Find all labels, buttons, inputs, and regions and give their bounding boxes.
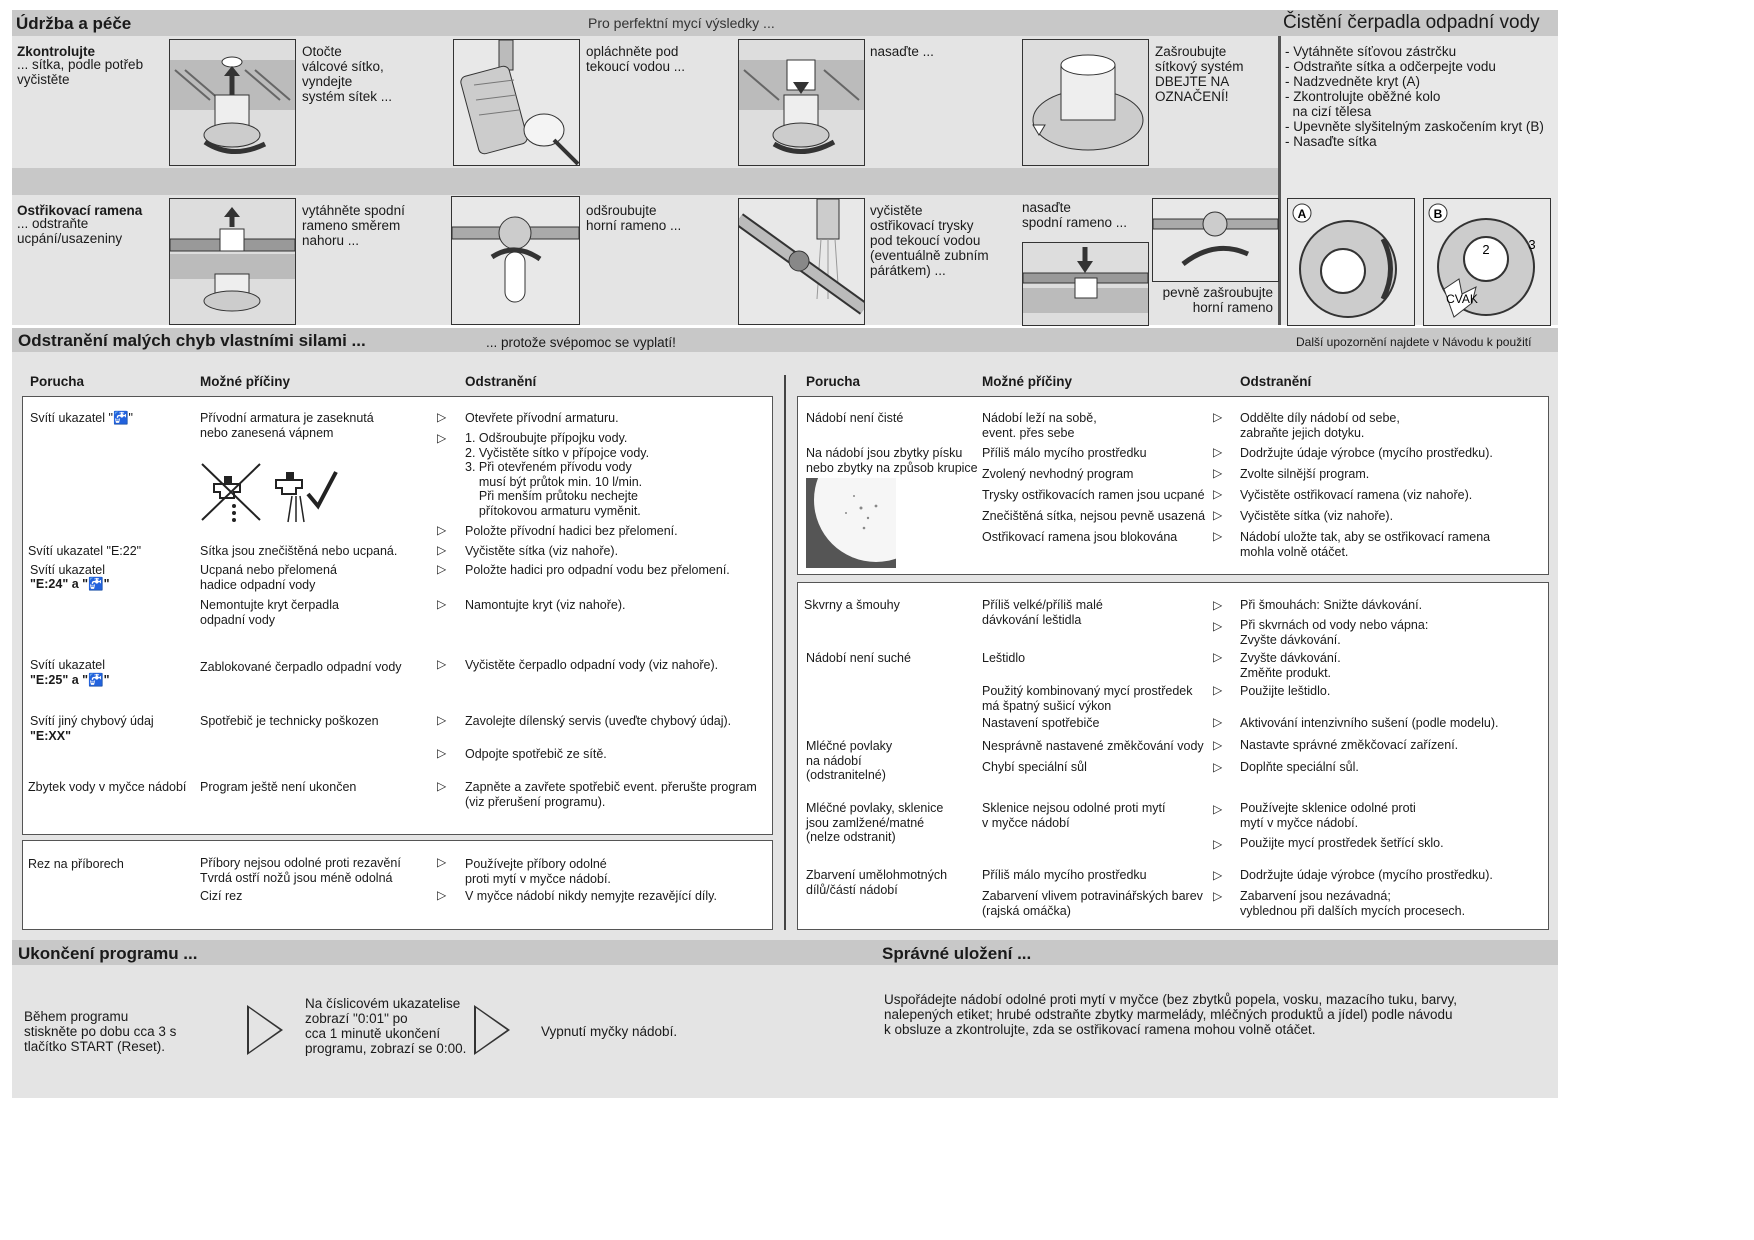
fix-change-product: Zvyšte dávkování. Změňte produkt. xyxy=(1240,651,1341,680)
arrow-icon: ▷ xyxy=(437,746,447,760)
end-title: Ukončení programu ... xyxy=(18,944,198,963)
fix-clean-pump: Vyčistěte čerpadlo odpadní vody (viz nahoře). xyxy=(465,658,719,672)
arrow-icon: ▷ xyxy=(1213,487,1223,501)
cause-plastic-detergent: Příliš málo mycího prostředku xyxy=(982,868,1147,882)
fix-open-tap: Otevřete přívodní armaturu. xyxy=(465,411,619,425)
arrow-icon: ▷ xyxy=(1213,410,1223,424)
fault-other-code: "E:XX" xyxy=(30,729,72,743)
cause-rinse-dose: Příliš velké/příliš malé dávkování leštidla xyxy=(982,598,1103,627)
fault-e25-code: "E:25" a "🚰" xyxy=(30,673,110,687)
arrow-icon: ▷ xyxy=(1213,802,1223,816)
cause-pump-cover: Nemontujte kryt čerpadla odpadní vody xyxy=(200,598,339,627)
fault-streaks: Skvrny a šmouhy xyxy=(804,598,900,612)
fix-pump-cover: Namontujte kryt (viz nahoře). xyxy=(465,598,626,612)
arrow-icon: ▷ xyxy=(1213,738,1223,752)
fix-clean-arms: Vyčistěte ostřikovací ramena (viz nahoře). xyxy=(1240,488,1473,502)
cause-low-detergent: Příliš málo mycího prostředku xyxy=(982,446,1147,460)
col-cause-left: Možné příčiny xyxy=(200,374,291,389)
arrow-icon: ▷ xyxy=(1213,889,1223,903)
fix-arrange-dishes: Nádobí uložte tak, aby se ostřikovací ramena mohla volně otáčet. xyxy=(1240,530,1491,559)
arrow-icon: ▷ xyxy=(437,543,447,557)
pump-cover-a-image xyxy=(1287,198,1415,326)
fault-e24-label: Svítí ukazatel xyxy=(30,563,106,577)
col-fix-left: Odstranění xyxy=(465,374,537,389)
arms-step2: odšroubujte horní rameno ... xyxy=(586,203,682,233)
arms-step5: pevně zašroubujte horní rameno xyxy=(1162,285,1273,315)
cause-foreign-rust: Cizí rez xyxy=(200,889,243,903)
cause-rust: Příbory nejsou odolné proti rezavění Tvrdá ostří nožů jsou méně odolná xyxy=(200,856,401,885)
next-arrow-icon xyxy=(247,1005,283,1055)
filters-step3: nasaďte ... xyxy=(870,44,934,59)
pump-label-cvak: CVAK xyxy=(1446,292,1478,306)
dish-residue-image xyxy=(806,478,896,568)
arms-step3: vyčistěte ostřikovací trysky pod tekoucí vodou (eventuálně zubním párátkem) ... xyxy=(870,203,989,278)
arrow-icon: ▷ xyxy=(1213,619,1223,633)
bottom-band xyxy=(12,940,1558,965)
arrow-icon: ▷ xyxy=(1213,598,1223,612)
cause-tap-stuck: Přívodní armatura je zaseknutá nebo zanesená vápnem xyxy=(200,411,374,440)
arms-heading: Ostřikovací ramena xyxy=(17,203,143,218)
left-rust-box xyxy=(22,840,773,930)
pump-item: - Odstraňte sítka a odčerpejte vodu xyxy=(1285,59,1496,74)
pump-list xyxy=(1285,44,1544,149)
end-step1: Během programu stiskněte po dobu cca 3 s tlačítko START (Reset). xyxy=(24,1009,177,1054)
pump-label-b: B xyxy=(1433,207,1443,221)
fix-intensive-dry: Aktivování intenzivního sušení (podle modelu). xyxy=(1240,716,1499,730)
fix-clean-filters-right: Vyčistěte sítka (viz nahoře). xyxy=(1240,509,1394,523)
cause-softener: Nesprávně nastavené změkčování vody xyxy=(982,739,1204,753)
cause-rinse-aid: Leštidlo xyxy=(982,651,1026,665)
pump-title: Čistění čerpadla odpadní vody xyxy=(1283,12,1540,33)
fix-clean-filters: Vyčistěte sítka (viz nahoře). xyxy=(465,544,619,558)
cause-settings: Nastavení spotřebiče xyxy=(982,716,1100,730)
filter-insert-image xyxy=(738,39,865,166)
filter-screw-image xyxy=(1022,39,1149,166)
fix-no-rusting: V myčce nádobí nikdy nemyjte rezavějící díly. xyxy=(465,889,717,903)
tap-open-check-icon xyxy=(272,466,340,526)
pump-item: - Upevněte slyšitelným zaskočením kryt (B) xyxy=(1285,119,1544,134)
arrow-icon: ▷ xyxy=(437,657,447,671)
fix-follow-detergent: Dodržujte údaje výrobce (mycího prostředku). xyxy=(1240,446,1493,460)
col-fault-right: Porucha xyxy=(806,374,861,389)
arm-remove-image xyxy=(169,198,296,325)
pump-item: na cizí tělesa xyxy=(1285,104,1372,119)
fault-e24-code: "E:24" a "🚰" xyxy=(30,577,110,591)
faults-note: Další upozornění najdete v Návodu k použití xyxy=(1296,335,1532,349)
fix-rust-cutlery: Používejte příbory odolné proti mytí v myčce nádobí. xyxy=(465,857,611,886)
storage-text: Uspořádejte nádobí odolné proti mytí v myčce (bez zbytků popela, vosku, mazacího tuku, barvy, nalepených etiket; hrubé odstraňte zbytky marmelády, mléčných produktů a jídel) podle návodu k obsluze a zkontrolujte, zda se ostřikovací ramena mohou volně otáčet. xyxy=(884,992,1458,1037)
next-arrow-icon xyxy=(474,1005,510,1055)
page-title: Údržba a péče xyxy=(16,14,132,33)
fault-tap-indicator: Svítí ukazatel "🚰" xyxy=(30,411,133,425)
col-fix-right: Odstranění xyxy=(1240,374,1312,389)
cause-drain-hose: Ucpaná nebo přelomená hadice odpadní vody xyxy=(200,563,337,592)
fix-call-service: Zavolejte dílenský servis (uveďte chybový údaj). xyxy=(465,714,732,728)
fix-increase-dose: Při skvrnách od vody nebo vápna: Zvyšte dávkování. xyxy=(1240,618,1429,647)
fix-tap-steps: 1. Odšroubujte přípojku vody. 2. Vyčistěte sítko v přípojce vody. 3. Při otevřeném přívodu vody musí být průtok min. 10 l/min. Při menším průtoku nechejte přítokovou armaturu vyměnit. xyxy=(465,431,650,518)
fix-restart-program: Zapněte a zavřete spotřebič event. přerušte program (viz přerušení programu). xyxy=(465,780,757,809)
arrow-icon: ▷ xyxy=(1213,508,1223,522)
filters-step4: Zašroubujte sítkový systém DBEJTE NA OZNAČENÍ! xyxy=(1155,44,1244,104)
arrow-icon: ▷ xyxy=(1213,837,1223,851)
storage-title: Správné uložení ... xyxy=(882,944,1032,963)
pump-label-3: 3 xyxy=(1528,237,1536,252)
fix-reduce-dose: Při šmouhách: Snižte dávkování. xyxy=(1240,598,1423,612)
arrow-icon: ▷ xyxy=(1213,715,1223,729)
fix-softener: Nastavte správné změkčovací zařízení. xyxy=(1240,738,1459,752)
arm-clean-image xyxy=(738,198,865,325)
arrow-icon: ▷ xyxy=(1213,683,1223,697)
fix-add-salt: Doplňte speciální sůl. xyxy=(1240,760,1359,774)
end-step3: Vypnutí myčky nádobí. xyxy=(541,1024,678,1039)
arrow-icon: ▷ xyxy=(1213,868,1223,882)
cause-arms-blocked: Ostřikovací ramena jsou blokována xyxy=(982,530,1178,544)
fix-hose-no-kink: Položte přívodní hadici bez přelomení. xyxy=(465,524,678,538)
arrow-icon: ▷ xyxy=(437,523,447,537)
fault-plastic: Zbarvení umělohmotných dílů/částí nádobí xyxy=(806,868,948,897)
arrow-icon: ▷ xyxy=(437,562,447,576)
page-subtitle: Pro perfektní mycí výsledky ... xyxy=(588,15,775,31)
arms-step1: vytáhněte spodní rameno směrem nahoru ... xyxy=(302,203,405,248)
fault-sand: Na nádobí jsou zbytky písku nebo zbytky na způsob krupice xyxy=(806,446,978,475)
pump-item: - Zkontrolujte oběžné kolo xyxy=(1285,89,1441,104)
fault-rust: Rez na příborech xyxy=(28,857,124,871)
divider-band xyxy=(12,168,1278,195)
left-faults-box xyxy=(22,396,773,835)
arrow-icon: ▷ xyxy=(1213,466,1223,480)
fault-e25-label: Svítí ukazatel xyxy=(30,658,106,672)
fault-milky-removable: Mléčné povlaky na nádobí (odstranitelné) xyxy=(806,739,893,782)
arm-unscrew-image xyxy=(451,196,580,325)
cause-pump-blocked: Zablokované čerpadlo odpadní vody xyxy=(200,660,402,674)
filters-step2: opláchněte pod tekoucí vodou ... xyxy=(586,44,686,74)
fix-stronger-program: Zvolte silnější program. xyxy=(1240,467,1370,481)
arrow-icon: ▷ xyxy=(1213,650,1223,664)
filters-heading: Zkontrolujte xyxy=(17,44,95,59)
fix-drain-hose: Položte hadici pro odpadní vodu bez přelomení. xyxy=(465,563,730,577)
fix-glass-detergent: Použijte mycí prostředek šetřící sklo. xyxy=(1240,836,1444,850)
cause-filters-loose: Znečištěná sítka, nejsou pevně usazená xyxy=(982,509,1206,523)
arrow-icon: ▷ xyxy=(1213,445,1223,459)
arrow-icon: ▷ xyxy=(437,855,447,869)
filter-remove-image xyxy=(169,39,296,166)
fix-separate: Oddělte díly nádobí od sebe, zabraňte jejich dotyku. xyxy=(1240,411,1400,440)
arrow-icon: ▷ xyxy=(437,431,447,445)
col-cause-right: Možné příčiny xyxy=(982,374,1073,389)
cause-filters-dirty: Sítka jsou znečištěná nebo ucpaná. xyxy=(200,544,398,558)
fault-other-label: Svítí jiný chybový údaj xyxy=(30,714,154,728)
col-fault-left: Porucha xyxy=(30,374,85,389)
pump-item: - Nadzvedněte kryt (A) xyxy=(1285,74,1421,89)
filters-text: ... sítka, podle potřeb vyčistěte xyxy=(17,57,144,87)
arrow-icon: ▷ xyxy=(437,713,447,727)
arrow-icon: ▷ xyxy=(437,597,447,611)
arrow-icon: ▷ xyxy=(1213,760,1223,774)
end-step2: Na číslicovém ukazatelise zobrazí "0:01" po cca 1 minutě ukončení programu, zobrazí se 0:00. xyxy=(305,996,467,1056)
cause-glass: Sklenice nejsou odolné proti mytí v myčce nádobí xyxy=(982,801,1166,830)
arrow-icon: ▷ xyxy=(1213,529,1223,543)
fix-glass: Používejte sklenice odolné proti mytí v myčce nádobí. xyxy=(1240,801,1416,830)
fault-not-dry: Nádobí není suché xyxy=(806,651,911,665)
arms-step4: nasaďte spodní rameno ... xyxy=(1022,200,1128,230)
arm-insert-image xyxy=(1022,242,1149,326)
faults-subtitle: ... protože svépomoc se vyplatí! xyxy=(486,335,676,350)
arrow-icon: ▷ xyxy=(437,410,447,424)
fault-not-clean: Nádobí není čisté xyxy=(806,411,904,425)
arrow-icon: ▷ xyxy=(437,888,447,902)
pump-item: - Vytáhněte síťovou zástrčku xyxy=(1285,44,1457,59)
cause-program-running: Program ještě není ukončen xyxy=(200,780,357,794)
tap-closed-icon xyxy=(200,462,264,524)
cause-nozzles-blocked: Trysky ostřikovacích ramen jsou ucpané xyxy=(982,488,1205,502)
fix-unplug: Odpojte spotřebič ze sítě. xyxy=(465,747,607,761)
fault-milky-permanent: Mléčné povlaky, sklenice jsou zamlžené/matné (nelze odstranit) xyxy=(806,801,944,844)
fix-plastic-detergent: Dodržujte údaje výrobce (mycího prostředku). xyxy=(1240,868,1493,882)
filter-rinse-image xyxy=(453,39,580,166)
cause-stacked: Nádobí leží na sobě, event. přes sebe xyxy=(982,411,1097,440)
cause-damaged: Spotřebič je technicky poškozen xyxy=(200,714,379,728)
fault-water-left: Zbytek vody v myčce nádobí xyxy=(28,780,187,794)
pump-cover-b-image xyxy=(1423,198,1551,326)
cause-no-salt: Chybí speciální sůl xyxy=(982,760,1087,774)
arrow-icon: ▷ xyxy=(437,779,447,793)
arms-text: ... odstraňte ucpání/usazeniny xyxy=(17,216,123,246)
faults-title: Odstranění malých chyb vlastními silami ... xyxy=(18,331,366,350)
pump-label-a: A xyxy=(1297,207,1307,221)
faults-divider xyxy=(784,375,786,930)
filters-step1: Otočte válcové sítko, vyndejte systém sítek ... xyxy=(302,44,393,104)
cause-food-color: Zabarvení vlivem potravinářských barev (rajská omáčka) xyxy=(982,889,1203,918)
cause-wrong-program: Zvolený nevhodný program xyxy=(982,467,1134,481)
fault-e22: Svítí ukazatel "E:22" xyxy=(28,544,142,558)
pump-label-2: 2 xyxy=(1482,242,1490,257)
cause-combi-detergent: Použitý kombinovaný mycí prostředek má špatný sušicí výkon xyxy=(982,684,1193,713)
fix-use-rinse-aid: Použijte leštidlo. xyxy=(1240,684,1331,698)
arm-screw-image xyxy=(1152,198,1279,282)
pump-item: - Nasaďte sítka xyxy=(1285,134,1377,149)
fix-food-color: Zabarvení jsou nezávadná; vyblednou při dalších mycích procesech. xyxy=(1240,889,1466,918)
